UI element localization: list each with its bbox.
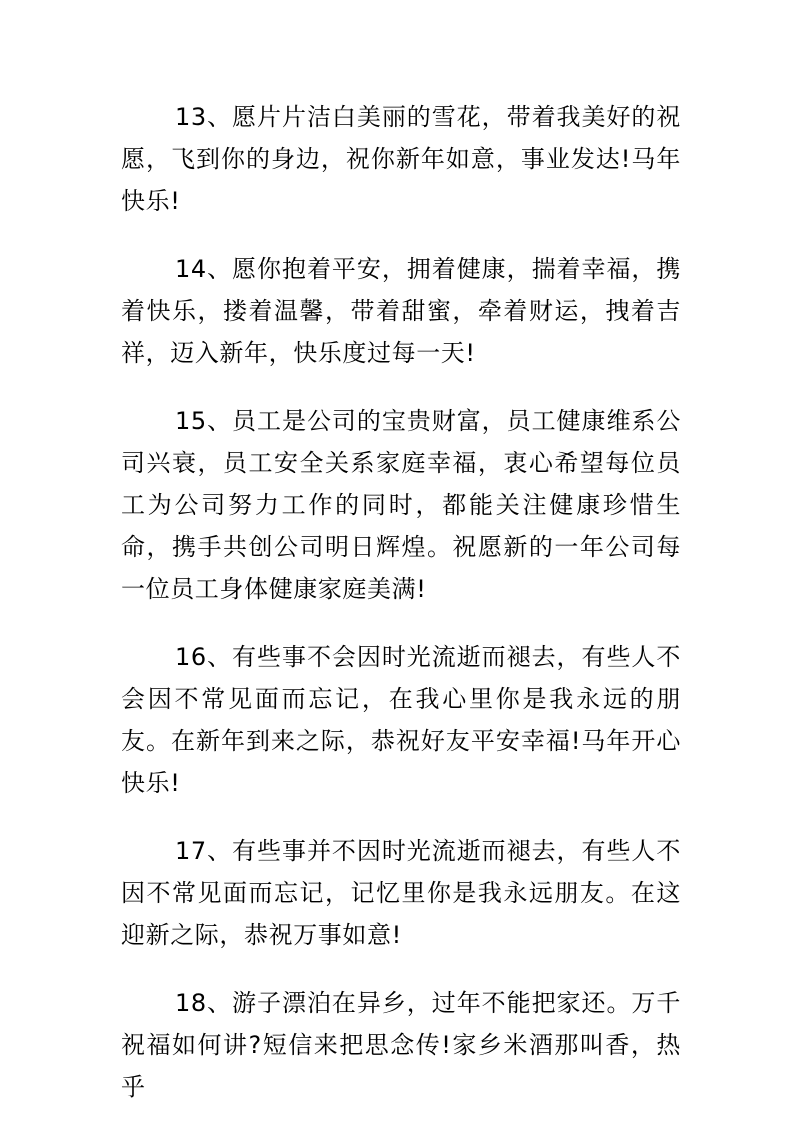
paragraph-gap — [121, 804, 681, 830]
paragraph-18: 18、游子漂泊在异乡，过年不能把家还。万千祝福如何讲?短信来把思念传!家乡米酒那叫香，热乎 — [121, 989, 681, 1101]
paragraph-14: 14、愿你抱着平安，拥着健康，揣着幸福，携着快乐，搂着温馨，带着甜蜜，牵着财运，拽着吉祥，迈入新年，快乐度过每一天! — [121, 255, 681, 367]
paragraph-gap — [121, 610, 681, 636]
paragraph-17: 17、有些事并不因时光流逝而褪去，有些人不因不常见面而忘记，记忆里你是我永远朋友。在这迎新之际，恭祝万事如意! — [121, 837, 681, 949]
paragraph-gap — [121, 374, 681, 400]
paragraph-gap — [121, 956, 681, 982]
paragraph-15: 15、员工是公司的宝贵财富，员工健康维系公司兴衰，员工安全关系家庭幸福，衷心希望每位员工为公司努力工作的同时，都能关注健康珍惜生命，携手共创公司明日辉煌。祝愿新的一年公司每一位员工身体健康家庭美满! — [121, 407, 681, 603]
paragraph-16: 16、有些事不会因时光流逝而褪去，有些人不会因不常见面而忘记，在我心里你是我永远的朋友。在新年到来之际，恭祝好友平安幸福!马年开心快乐! — [121, 643, 681, 797]
document-body — [121, 96, 681, 1108]
paragraph-13: 13、愿片片洁白美丽的雪花，带着我美好的祝愿，飞到你的身边，祝你新年如意，事业发达!马年快乐! — [121, 103, 681, 215]
paragraph-gap — [121, 222, 681, 248]
